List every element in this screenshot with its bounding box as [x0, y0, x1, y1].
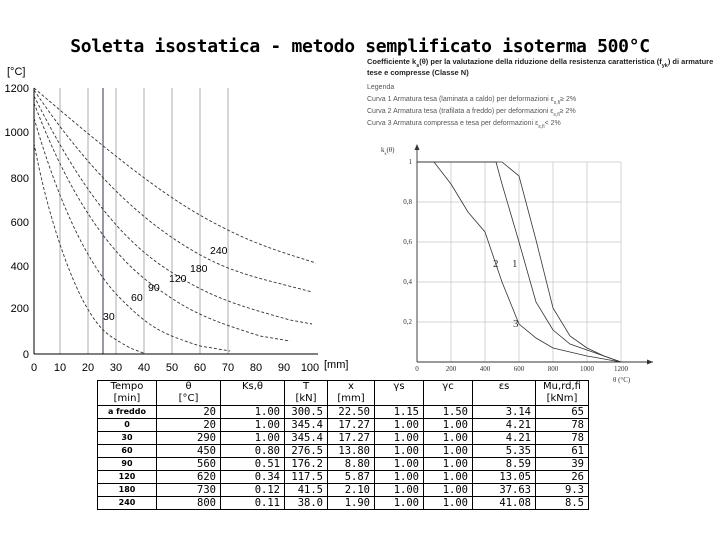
x-tick: 60 [193, 362, 207, 374]
table-cell: 1.50 [424, 406, 473, 419]
table-cell: 0.12 [221, 484, 285, 497]
table-cell: 0.51 [221, 458, 285, 471]
table-cell: 13.05 [473, 471, 536, 484]
y-unit-label: [°C] [7, 66, 26, 78]
table-cell: 26 [536, 471, 589, 484]
legend-curve-1: Curva 1 Armatura tesa (laminata a caldo) per deformazioni $\varepsilon_{s,fi}\ge 2\%$ [367, 96, 577, 106]
header-cell: x [328, 381, 375, 394]
table-cell: 1.00 [375, 432, 424, 445]
x-tick: 600 [513, 365, 525, 373]
table-cell: 0.34 [221, 471, 285, 484]
x-tick: 10 [53, 362, 67, 374]
table-cell: 20 [157, 419, 221, 432]
table-row [98, 458, 589, 471]
legend-curve-2: Curva 2 Armatura tesa (trafilata a freddo) per deformazioni $\varepsilon_{s,fi}\ge 2\%$ [367, 108, 576, 118]
table-cell: 39 [536, 458, 589, 471]
legend-title: Legenda [367, 84, 395, 91]
header-cell: Ks,θ [221, 381, 285, 394]
x-tick: 1000 [580, 365, 594, 373]
table-cell: 1.00 [375, 497, 424, 510]
x-tick: 200 [445, 365, 457, 373]
y-tick: 0,4 [403, 278, 412, 286]
reduction-coefficient-chart [355, 52, 714, 387]
row-label-cell: 240 [98, 497, 157, 510]
x-tick: 20 [81, 362, 95, 374]
y-tick: 0 [22, 349, 29, 361]
x-tick: 40 [137, 362, 151, 374]
table-cell: 8.5 [536, 497, 589, 510]
table-cell: 1.00 [375, 471, 424, 484]
table-cell: 345.4 [285, 419, 328, 432]
table-cell: 1.15 [375, 406, 424, 419]
x-tick: 80 [249, 362, 263, 374]
table-cell: 1.00 [221, 419, 285, 432]
isotherm-curves [34, 88, 316, 354]
table-cell: 78 [536, 432, 589, 445]
table-cell: 176.2 [285, 458, 328, 471]
isotherm-chart [0, 58, 350, 378]
table-row [98, 471, 589, 484]
x-axis-arrow [647, 360, 653, 365]
table-cell: 1.00 [375, 445, 424, 458]
table-cell: 1.00 [375, 484, 424, 497]
table-cell: 17.27 [328, 432, 375, 445]
table-cell: 560 [157, 458, 221, 471]
table-cell: 290 [157, 432, 221, 445]
table-cell: 2.10 [328, 484, 375, 497]
table-cell: 0.80 [221, 445, 285, 458]
table-row [98, 419, 589, 432]
row-label-cell: 90 [98, 458, 157, 471]
table-cell: 37.63 [473, 484, 536, 497]
x-unit-label: [mm] [324, 359, 349, 371]
x-axis-label: θ (°C) [613, 376, 631, 384]
legend-curve-3: Curva 3 Armatura compressa e tesa per deformazioni $\varepsilon_{s,fi}< 2\%$ [367, 120, 561, 130]
table-cell: 17.27 [328, 419, 375, 432]
x-tick: 0 [415, 365, 419, 373]
row-label-cell: 180 [98, 484, 157, 497]
y-tick: 0,8 [403, 198, 412, 206]
row-label-cell: 60 [98, 445, 157, 458]
table-cell: 38.0 [285, 497, 328, 510]
header-cell: γc [424, 381, 473, 394]
table-cell: 1.00 [424, 419, 473, 432]
chart-heading: Coefficiente $k_s(\theta)$ per la valutazione della riduzione della resistenza caratteristica $(f_{yk})$ di armature [367, 57, 714, 69]
header-cell: Mu,rd,fi [536, 381, 589, 394]
y-axis-arrow [415, 144, 420, 150]
table-cell: 1.00 [221, 406, 285, 419]
curve-240 [34, 88, 316, 263]
header-cell: T [285, 381, 328, 394]
table-cell: 20 [157, 406, 221, 419]
x-tick: 0 [30, 362, 38, 374]
table-cell: 78 [536, 419, 589, 432]
curve-label-180: 180 [190, 263, 208, 275]
table-cell: 800 [157, 497, 221, 510]
table-cell: 8.80 [328, 458, 375, 471]
table-header-row [98, 381, 589, 394]
table-cell: 41.08 [473, 497, 536, 510]
header-unit: [mm] [328, 393, 375, 406]
header-unit: [min] [98, 393, 157, 406]
y-tick: 600 [10, 217, 29, 229]
table-cell: 1.90 [328, 497, 375, 510]
table-row [98, 484, 589, 497]
row-label-cell: 120 [98, 471, 157, 484]
x-tick: 100 [300, 362, 320, 374]
x-tick: 800 [547, 365, 559, 373]
table-cell: 0.11 [221, 497, 285, 510]
curve-label-90: 90 [148, 282, 160, 294]
curve-label-120: 120 [169, 273, 187, 285]
table-cell: 3.14 [473, 406, 536, 419]
header-unit: [kNm] [536, 393, 589, 406]
table-cell: 1.00 [424, 432, 473, 445]
y-tick: 1000 [4, 127, 29, 139]
header-cell: Tempo [98, 381, 157, 394]
y-tick: 0,6 [403, 238, 412, 246]
header-unit: [kN] [285, 393, 328, 406]
curve-number-2: 2 [493, 258, 499, 270]
chart-heading-line2: tese e compresse (Classe N) [367, 68, 469, 77]
table-row [98, 445, 589, 458]
x-tick: 400 [479, 365, 491, 373]
table-cell: 8.59 [473, 458, 536, 471]
table-cell: 5.35 [473, 445, 536, 458]
table-row [98, 497, 589, 510]
table-cell: 276.5 [285, 445, 328, 458]
table-cell: 65 [536, 406, 589, 419]
table-cell: 22.50 [328, 406, 375, 419]
table-cell: 1.00 [424, 458, 473, 471]
curve-60 [34, 118, 230, 351]
table-row [98, 432, 589, 445]
curve-label-30: 30 [103, 311, 115, 323]
table-body [98, 406, 589, 510]
table-cell: 4.21 [473, 432, 536, 445]
header-unit: [°C] [157, 393, 221, 406]
table-cell: 9.3 [536, 484, 589, 497]
curve-label-240: 240 [210, 245, 228, 257]
curve-90 [34, 103, 290, 341]
table-cell: 13.80 [328, 445, 375, 458]
header-unit [221, 393, 285, 406]
table-cell: 1.00 [424, 497, 473, 510]
grid-lines [417, 162, 621, 362]
table-cell: 61 [536, 445, 589, 458]
curve-120 [34, 96, 312, 324]
table-cell: 450 [157, 445, 221, 458]
table-cell: 1.00 [424, 484, 473, 497]
y-axis-label: $k_s(\theta)$ [381, 146, 395, 157]
table-cell: 5.87 [328, 471, 375, 484]
x-tick: 30 [109, 362, 123, 374]
y-tick: 200 [10, 303, 29, 315]
table-cell: 41.5 [285, 484, 328, 497]
header-unit [375, 393, 424, 406]
header-cell: θ [157, 381, 221, 394]
table-cell: 730 [157, 484, 221, 497]
x-tick: 1200 [614, 365, 628, 373]
header-cell: εs [473, 381, 536, 394]
curve-number-3: 3 [513, 318, 519, 330]
table-cell: 1.00 [221, 432, 285, 445]
page-title: Soletta isostatica - metodo semplificato isoterma 500°C [70, 36, 650, 57]
header-unit [473, 393, 536, 406]
row-label-cell: a freddo [98, 406, 157, 419]
table-row [98, 406, 589, 419]
curve-label-60: 60 [131, 292, 143, 304]
curve-180 [34, 90, 312, 292]
y-tick: 1 [408, 158, 412, 166]
x-tick: 90 [277, 362, 291, 374]
header-unit [424, 393, 473, 406]
row-label-cell: 0 [98, 419, 157, 432]
x-tick: 70 [221, 362, 235, 374]
table-cell: 620 [157, 471, 221, 484]
curve-30 [34, 143, 146, 354]
table-header-units-row [98, 393, 589, 406]
y-tick: 800 [10, 173, 29, 185]
y-tick: 1200 [4, 83, 29, 95]
table-cell: 300.5 [285, 406, 328, 419]
results-table [97, 380, 589, 510]
table-cell: 345.4 [285, 432, 328, 445]
y-tick: 400 [10, 261, 29, 273]
header-cell: γs [375, 381, 424, 394]
row-label-cell: 30 [98, 432, 157, 445]
table-cell: 1.00 [375, 419, 424, 432]
table-cell: 1.00 [375, 458, 424, 471]
grid-lines [34, 88, 228, 354]
y-tick: 0,2 [403, 318, 412, 326]
x-tick: 50 [165, 362, 179, 374]
table-cell: 117.5 [285, 471, 328, 484]
table-cell: 4.21 [473, 419, 536, 432]
table-cell: 1.00 [424, 471, 473, 484]
table-cell: 1.00 [424, 445, 473, 458]
curve-number-1: 1 [512, 258, 518, 270]
